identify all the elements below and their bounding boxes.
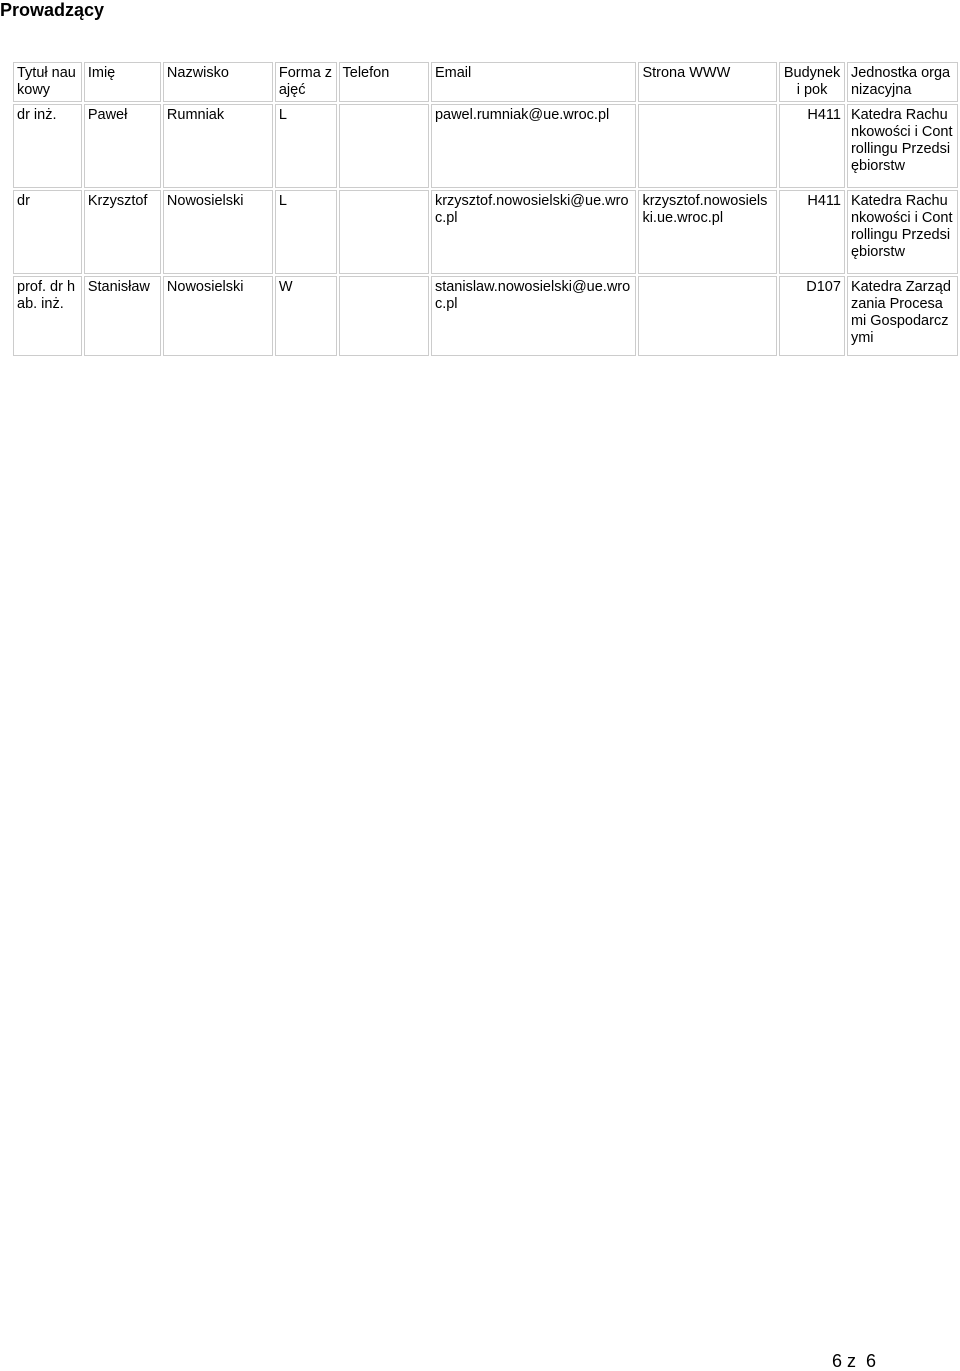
header-form: Forma zajęć — [275, 62, 337, 102]
cell-phone — [339, 276, 429, 356]
header-unit: Jednostka organizacyjna — [847, 62, 958, 102]
cell-email[interactable]: stanislaw.nowosielski@ue.wroc.pl — [431, 276, 637, 356]
cell-building: H411 — [779, 104, 845, 188]
cell-form: L — [275, 104, 337, 188]
cell-building: H411 — [779, 190, 845, 274]
header-building: Budynek i pok — [779, 62, 845, 102]
cell-last-name: Nowosielski — [163, 190, 273, 274]
header-first-name: Imię — [84, 62, 161, 102]
cell-www — [638, 276, 777, 356]
cell-form: L — [275, 190, 337, 274]
cell-www[interactable]: krzysztof.nowosielski.ue.wroc.pl — [638, 190, 777, 274]
header-email: Email — [431, 62, 637, 102]
cell-email[interactable]: krzysztof.nowosielski@ue.wroc.pl — [431, 190, 637, 274]
cell-unit: Katedra Zarządzania Procesami Gospodarczymi — [847, 276, 958, 356]
header-phone: Telefon — [339, 62, 429, 102]
header-title: Tytuł naukowy — [13, 62, 82, 102]
cell-phone — [339, 104, 429, 188]
cell-first-name: Stanisław — [84, 276, 161, 356]
cell-building: D107 — [779, 276, 845, 356]
cell-title: prof. dr hab. inż. — [13, 276, 82, 356]
table-row — [13, 104, 958, 188]
cell-title: dr inż. — [13, 104, 82, 188]
cell-unit: Katedra Rachunkowości i Controllingu Przedsiębiorstw — [847, 190, 958, 274]
cell-www — [638, 104, 777, 188]
cell-unit: Katedra Rachunkowości i Controllingu Przedsiębiorstw — [847, 104, 958, 188]
cell-first-name: Krzysztof — [84, 190, 161, 274]
table-row — [13, 190, 958, 274]
cell-phone — [339, 190, 429, 274]
header-www: Strona WWW — [638, 62, 777, 102]
cell-form: W — [275, 276, 337, 356]
teachers-table — [11, 60, 960, 358]
section-title: Prowadzący — [0, 0, 105, 20]
page-number: 6 z 6 — [832, 1351, 877, 1371]
header-last-name: Nazwisko — [163, 62, 273, 102]
cell-last-name: Rumniak — [163, 104, 273, 188]
cell-first-name: Paweł — [84, 104, 161, 188]
cell-last-name: Nowosielski — [163, 276, 273, 356]
cell-email[interactable]: pawel.rumniak@ue.wroc.pl — [431, 104, 637, 188]
cell-title: dr — [13, 190, 82, 274]
table-row — [13, 276, 958, 356]
table-header-row — [13, 62, 958, 102]
